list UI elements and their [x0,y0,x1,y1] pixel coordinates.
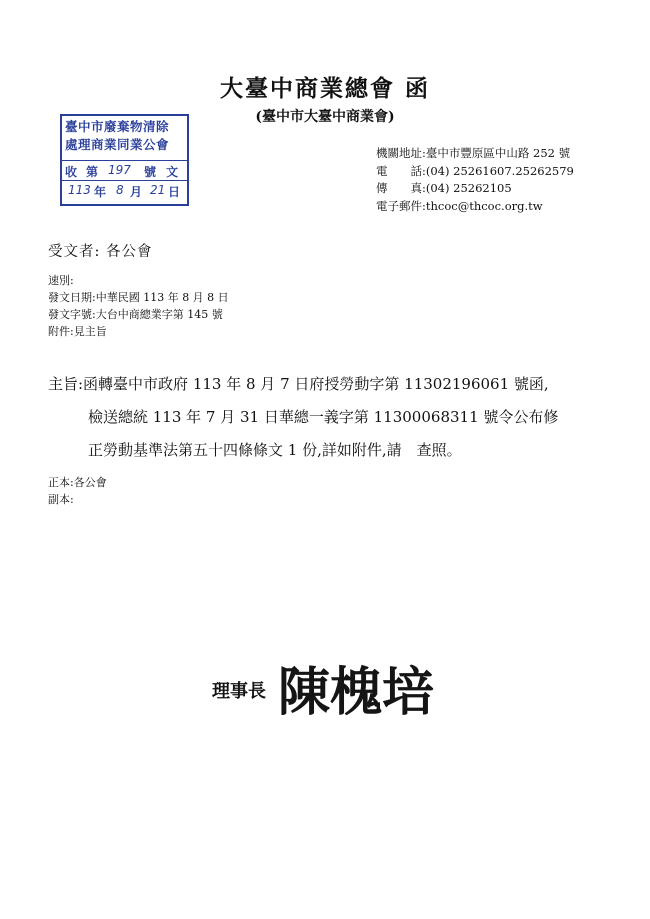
signature-seal [278,655,468,725]
document-title [0,70,650,103]
org-title: 大臺中商業總會 [220,75,395,102]
meta-attachment: 附件:見主旨 [48,325,107,338]
stamp-year: 113 [68,183,91,197]
doc-kind: 函 [405,75,430,102]
fax-label: 傳 真: [376,181,426,195]
stamp-date-row [62,180,187,201]
stamp-month: 8 [116,183,124,197]
subject-block [48,368,558,467]
stamp-year-label: 年 [94,185,107,199]
address-label: 機關地址: [376,146,426,160]
contact-address [376,145,574,163]
phone-label: 電 話: [376,163,426,178]
contact-fax [376,180,574,198]
signature-block [212,655,472,725]
copy-recipients: 副本: [48,493,74,506]
subject-line-3: 正勞動基準法第五十四條條文 1 份,詳如附件,請 查照。 [88,441,462,459]
subject-line-2: 檢送總統 113 年 7 月 31 日華總一義字第 11300068311 號令公布修 [88,408,559,426]
meta-number: 發文字號:大台中商總業字第 145 號 [48,308,223,321]
stamp-number-value: 197 [108,163,131,177]
stamp-org-line1: 臺中市廢棄物清除 [65,119,170,134]
address-value: 臺中市豐原區中山路 252 號 [425,146,571,160]
stamp-number-row [62,160,187,181]
stamp-org-line2: 處理商業同業公會 [65,137,170,152]
subject-line-1: 主旨:函轉臺中市政府 113 年 8 月 7 日府授勞動字第 11302196061 號函, [48,375,549,393]
contact-phone [376,163,574,181]
recipient [48,240,153,261]
distribution [48,474,107,508]
stamp-number-label-2: 號 [144,165,157,179]
email-label: 電子郵件: [376,198,426,213]
stamp-day: 21 [150,183,166,197]
signatory-role: 理事長 [212,681,266,702]
email-value: thcoc@thcoc.org.tw [425,198,543,213]
contact-email [376,198,574,216]
stamp-number-label-1: 第 [86,165,99,179]
stamp-receive-label: 收 [65,165,78,179]
stamp-wen-label: 文 [166,165,179,179]
meta-date: 發文日期:中華民國 113 年 8 月 8 日 [48,291,229,304]
stamp-org-name [62,116,187,154]
stamp-day-label: 日 [168,185,181,199]
phone-value: (04) 25261607.25262579 [425,163,574,178]
meta-speed: 速別: [48,274,74,287]
stamp-month-label: 月 [130,185,143,199]
recipient-label: 受文者: [48,244,101,260]
signatory-name: 陳槐培 [278,662,435,723]
recipient-value: 各公會 [106,244,153,260]
fax-value: (04) 25262105 [425,181,512,195]
document-subtitle: (臺中市大臺中商業會) [255,109,395,125]
original-recipients: 正本:各公會 [48,476,107,489]
receipt-stamp [60,114,189,206]
document-meta [48,272,229,340]
contact-info [376,145,574,215]
